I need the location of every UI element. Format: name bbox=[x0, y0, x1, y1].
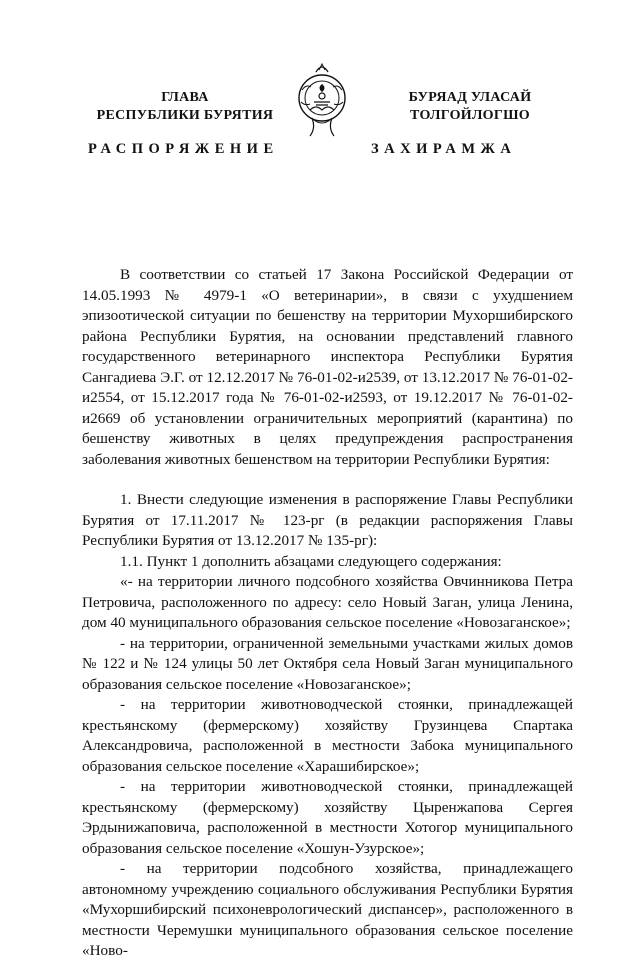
issuer-title-buryat-line-1: БУРЯАД УЛАСАЙ bbox=[408, 90, 532, 105]
preamble-paragraph: В соответствии со статьей 17 Закона Российской Федерации от 14.05.1993 № 4979-1 «О ветеринарии», в связи с ухудшением эпизоотической ситуации по бешенству на территории Мухоршибирского района Республики Бурятия, на основании представлений главного государственного ветеринарного инспектора Республики Бурятия Сангадиева Э.Г. от 12.12.2017 № 76-01-02-и2539, от 13.12.2017 № 76-01-02-и2554, от 15.12.2017 года № 76-01-02-и2593, от 19.12.2017 № 76-01-02-и2669 об установлении ограничительных мероприятий (карантина) по бешенству животных в целях предупреждения распространения заболевания животных бешенством на территории Республики Бурятия: bbox=[82, 266, 573, 468]
added-paragraph-gruzintsev: - на территории животноводческой стоянки, принадлежащей крестьянскому (фермерскому) хозяйству Грузинцева Спартака Александровича, расположенной в местности Забока муниципального образования сельское поселение «Харашибирское»; bbox=[82, 696, 573, 775]
issuer-title-buryat-line-2: ТОЛГОЙЛОГШО bbox=[410, 108, 530, 123]
added-paragraph-psychoneurological-dispensary: - на территории подсобного хозяйства, принадлежащего автономному учреждению социального обслуживания Республики Бурятия «Мухоршибирский психоневрологический диспансер», расположенного в местности Черемушки муниципального образования сельское поселение «Ново- bbox=[82, 860, 573, 959]
item-1-1-paragraph: 1.1. Пункт 1 дополнить абзацами следующего содержания: bbox=[120, 552, 502, 570]
issuer-title-buryat bbox=[345, 89, 595, 125]
document-type-buryat: ЗАХИРАМЖА bbox=[371, 141, 517, 157]
issuer-title-line-1: ГЛАВА bbox=[161, 90, 209, 105]
document-body bbox=[82, 265, 573, 962]
issuer-title-line-2: РЕСПУБЛИКИ БУРЯТИЯ bbox=[96, 108, 274, 123]
coat-of-arms-icon bbox=[296, 58, 348, 142]
added-paragraph-tsyrenzhapov: - на территории животноводческой стоянки, принадлежащей крестьянскому (фермерскому) хозяйству Цыренжапова Сергея Эрдынижаповича, расположенной в местности Хотогор муниципального образования сельское поселение «Хошун-Узурское»; bbox=[82, 778, 573, 857]
added-paragraph-oktyabrya-street: - на территории, ограниченной земельными участками жилых домов № 122 и № 124 улицы 50 лет Октября села Новый Заган муниципального образования сельское поселение «Новозаганское»; bbox=[82, 634, 573, 693]
added-paragraph-ovchinnikov: «- на территории личного подсобного хозяйства Овчинникова Петра Петровича, расположенного по адресу: село Новый Заган, улица Ленина, дом 40 муниципального образования сельское поселение «Новозаганское»; bbox=[82, 573, 573, 631]
document-type-russian: РАСПОРЯЖЕНИЕ bbox=[88, 141, 279, 157]
item-1-paragraph: 1. Внести следующие изменения в распоряжение Главы Республики Бурятия от 17.11.2017 № 123-рг (в редакции распоряжения Главы Республики Бурятия от 13.12.2017 № 135-рг): bbox=[82, 491, 573, 549]
issuer-title-russian bbox=[60, 89, 310, 125]
